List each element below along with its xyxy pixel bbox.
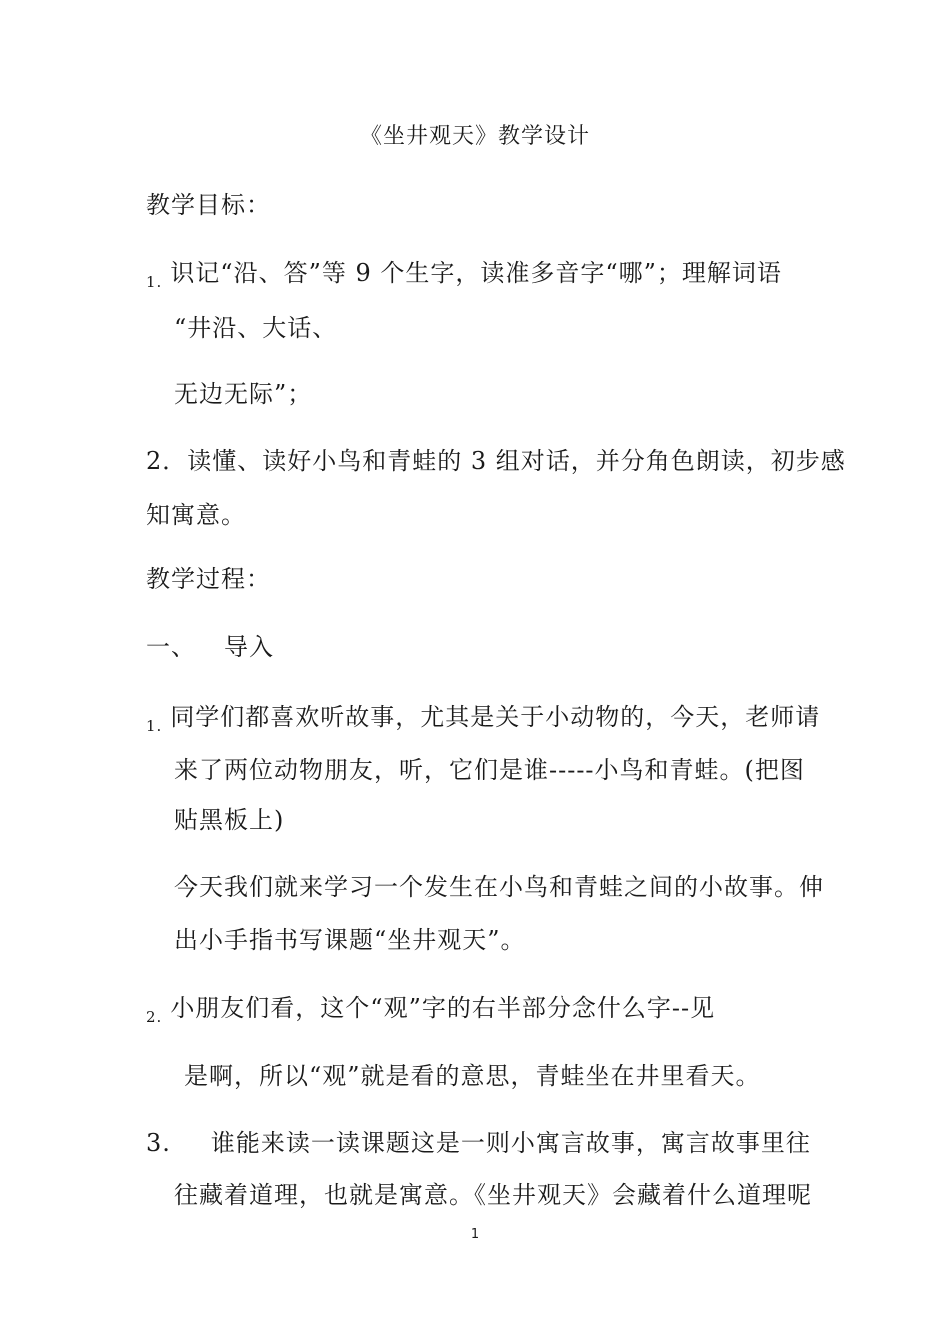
section-1-heading [146,632,274,662]
step-1-paragraph-2-line-2: 出小手指书写课题“坐井观天”。 [174,926,526,954]
step-2-line-1 [146,993,715,1026]
step-1-paragraph-2-line-1: 今天我们就来学习一个发生在小鸟和青蛙之间的小故事。伸 [174,873,824,901]
page-number: 1 [470,1227,480,1242]
section-1-number: 一、 [146,633,196,661]
objective-1-text: 识记“沿、答”等 9 个生字，读准多音字“哪”；理解词语 [170,259,782,287]
document-title: 《坐井观天》教学设计 [359,124,590,149]
step-2-line-2: 是啊，所以“观”就是看的意思，青蛙坐在井里看天。 [184,1062,761,1090]
step-2-text: 小朋友们看，这个“观”字的右半部分念什么字--见 [170,994,716,1022]
step-1-text: 同学们都喜欢听故事，尤其是关于小动物的，今天，老师请 [170,703,821,731]
step-3-text: 谁能来读一读课题这是一则小寓言故事，寓言故事里往 [210,1129,811,1157]
step-3-line-1 [146,1128,811,1158]
step-1-line-3: 贴黑板上) [174,806,285,834]
step-2-number: 2. [146,1008,163,1026]
objective-1-number: 1. [146,273,163,291]
step-3-line-2: 往藏着道理，也就是寓意。《坐井观天》会藏着什么道理呢 [174,1181,812,1209]
objective-2-line-1: 2．读懂、读好小鸟和青蛙的 3 组对话，并分角色朗读，初步感 [146,447,846,475]
objective-1-line-3: 无边无际”； [174,380,313,408]
process-heading: 教学过程： [146,565,271,593]
step-3-number: 3. [146,1129,171,1157]
step-1-line-1 [146,702,820,735]
objective-2-line-2: 知寓意。 [146,501,246,529]
objective-1-line-1 [146,258,782,291]
objectives-heading: 教学目标： [146,191,271,219]
step-1-line-2: 来了两位动物朋友，听，它们是谁-----小鸟和青蛙。(把图 [174,756,805,784]
step-1-number: 1. [146,717,163,735]
section-1-title: 导入 [224,633,274,661]
objective-1-line-2: “井沿、大话、 [174,314,338,342]
